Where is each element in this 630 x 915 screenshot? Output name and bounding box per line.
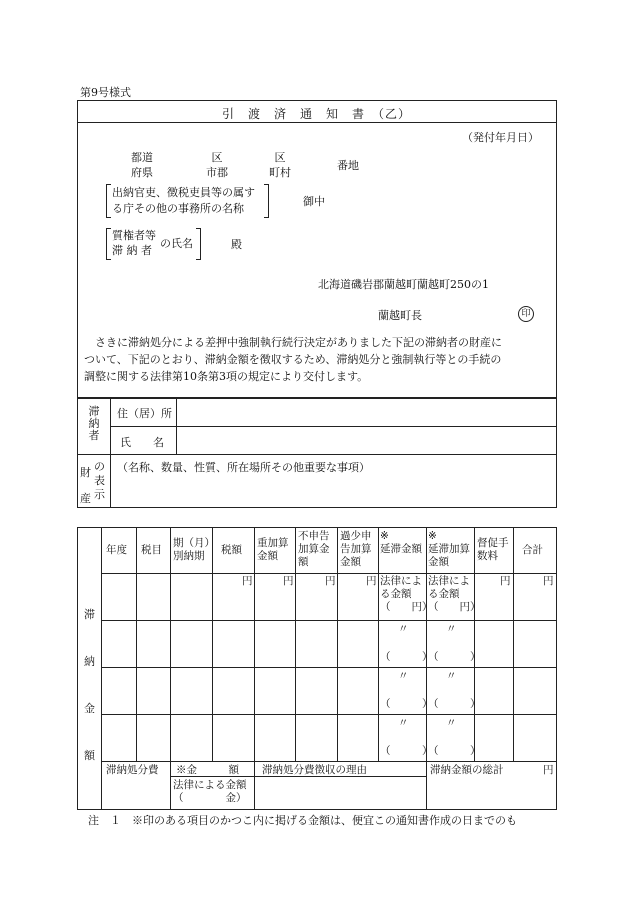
taxpayer-name-label: 氏 名 <box>120 436 164 449</box>
col-line <box>254 527 255 809</box>
address-banchi: 番地 <box>337 159 359 172</box>
col-line <box>378 527 379 761</box>
law-amount-entaikin: 法律によ る金額 （ 円） <box>380 575 433 613</box>
seal-mark: 印 <box>518 306 534 322</box>
ditto-mark: 〃 <box>398 623 409 635</box>
paren-blank: （ ） <box>428 651 481 663</box>
property-note: （名称、数量、性質、所在場所その他重要な事項） <box>117 461 370 474</box>
taxpayer-address-label: 住（居）所 <box>117 407 172 420</box>
ditto-mark: 〃 <box>446 670 457 682</box>
ditto-mark: 〃 <box>446 623 457 635</box>
law-amount-entai-kasan: 法律によ る金額 （ 円） <box>428 575 481 613</box>
kin-label: ※金 額 <box>176 764 239 776</box>
row-line <box>101 714 556 715</box>
recipient-bracket-left <box>106 228 111 260</box>
total-yen: 円 <box>543 764 554 776</box>
header-jukasan: 重加算 金額 <box>257 537 289 562</box>
issuer-address: 北海道磯岩郡蘭越町蘭越町250の1 <box>318 278 489 291</box>
recipient-label: 質権者等 滞 納 者 <box>112 229 156 257</box>
col-line <box>101 527 102 809</box>
office-bracket-right <box>264 184 269 218</box>
ditto-mark: 〃 <box>398 717 409 729</box>
amount-section-label: 滞 納 金 額 <box>84 608 95 762</box>
address-ward-town: 区 町村 <box>269 151 291 179</box>
footnote: 注 １ ※印のある項目のかつこ内に掲げる金額は、便宜この通知書作成の日までのも <box>88 814 517 827</box>
property-label-left: 財 産 <box>80 466 91 505</box>
form-title: 引 渡 済 通 知 書 （乙） <box>221 107 411 121</box>
property-top-divider <box>77 454 556 455</box>
property-label-mid: の <box>94 460 105 473</box>
ditto-mark: 〃 <box>446 717 457 729</box>
office-bracket-left <box>106 184 111 218</box>
reason-label: 滞納処分費徴収の理由 <box>262 764 367 776</box>
header-goukei: 合計 <box>522 544 543 556</box>
recipient-bracket-right <box>196 228 201 260</box>
taxpayer-row-divider <box>110 426 556 427</box>
header-kibetsu: 期（月） 別納期 <box>173 537 215 562</box>
label-col-divider <box>110 398 111 507</box>
total-label: 滞納金額の総計 <box>430 764 504 776</box>
header-kashou: 過少申 告加算 金額 <box>340 530 372 568</box>
col-line <box>136 527 137 761</box>
office-honorific: 御中 <box>303 195 325 208</box>
property-label-right: 表 示 <box>94 474 105 501</box>
paren-blank: （ ） <box>380 745 433 757</box>
col-line <box>337 527 338 761</box>
yen-tokusoku: 円 <box>500 575 511 587</box>
law-amount-footer: 法律による金額 （ 金） <box>173 779 247 804</box>
header-nendo: 年度 <box>106 544 127 556</box>
col-line <box>170 527 171 809</box>
col-line <box>426 527 427 809</box>
row-line <box>101 620 556 621</box>
yen-zeigaku: 円 <box>242 575 253 587</box>
row-line <box>101 761 556 762</box>
header-row-line <box>101 573 556 574</box>
body-text: さきに滞納処分による差押中強制執行続行決定がありました下記の滞納者の財産に ついて、下記のとおり、滞納金額を徴収するため、滞納処分と強制執行等との手続の 調整に関する法律第10条第3項の規定により交付します。 <box>84 336 502 383</box>
header-zeigaku: 税額 <box>221 544 242 556</box>
yen-jukasan: 円 <box>283 575 294 587</box>
issue-date: （発付年月日） <box>462 131 539 144</box>
header-tokusoku: 督促手 数料 <box>477 537 509 562</box>
shobunhi-label: 滞納処分費 <box>106 764 159 776</box>
paren-blank: （ ） <box>428 745 481 757</box>
form-id: 第9号様式 <box>80 86 131 99</box>
header-entaikin: ※ 延滞金額 <box>380 530 422 555</box>
address-prefecture: 都道 府県 <box>131 151 153 179</box>
header-fushinkoku: 不申告 加算金 額 <box>298 530 330 568</box>
issuer-name: 蘭越町長 <box>378 309 422 322</box>
taxpayer-section-label: 滞 納 者 <box>88 405 100 442</box>
paren-blank: （ ） <box>380 651 433 663</box>
yen-goukei: 円 <box>543 575 554 587</box>
recipient-suffix: の氏名 <box>160 237 193 250</box>
paren-blank: （ ） <box>380 698 433 710</box>
row-line <box>101 667 556 668</box>
address-ward-city: 区 市郡 <box>206 151 228 179</box>
ditto-mark: 〃 <box>398 670 409 682</box>
recipient-honorific: 殿 <box>231 238 242 251</box>
header-zeimoku: 税目 <box>141 544 162 556</box>
paren-blank: （ ） <box>428 698 481 710</box>
office-label: 出納官吏、徴税吏員等の属す る庁その他の事務所の名称 <box>112 186 255 215</box>
col-line <box>474 527 475 761</box>
yen-fushinkoku: 円 <box>325 575 336 587</box>
yen-kashou: 円 <box>366 575 377 587</box>
header-entai-kasan: ※ 延滞加算 金額 <box>428 530 470 568</box>
col-line <box>295 527 296 761</box>
title-divider <box>77 122 556 123</box>
col-line <box>513 527 514 761</box>
